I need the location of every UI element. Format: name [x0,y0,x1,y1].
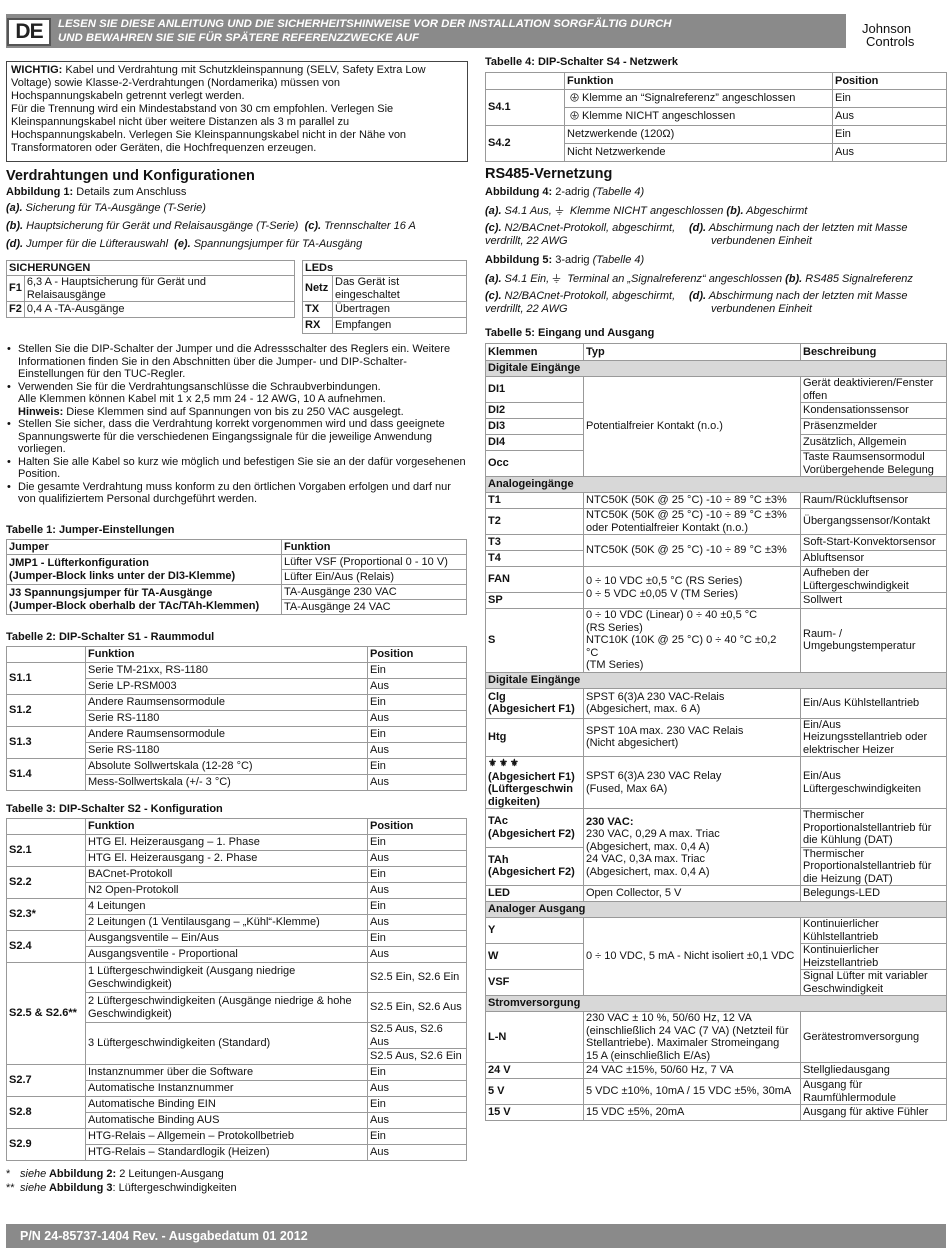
wiring-section: Verdrahtungen und Konfigurationen Abbildung 1: Details zum Anschluss (a). Sicherung für TA-Ausgänge (T-Serie) (b). Hauptsicherung für Gerät und Relaisausgänge (T-Serie) (c). Trennschalter 16 A (d). Jumper für die Lüfterauswahl (e). Spannungsjumper für TA-Ausgäng [6,167,468,253]
footnotes: * siehe Abbildung 2: 2 Leitungen-Ausgang ** siehe Abbildung 3: Lüftergeschwindigkeiten [6,1168,237,1194]
list-item: • Stellen Sie die DIP-Schalter der Jumper und die Adressschalter des Reglers ein. Weitere Informationen finden Sie in den Abschnitten über die Jumper- und DIP-Schalter-Einstellungen für den TUC-Regler. [6,343,468,381]
jumper-table: Jumper Funktion JMP1 - Lüfterkonfiguration (Jumper-Block links unter der DI3-Klemme) Lüfter VSF (Proportional 0 - 10 V) Lüfter Ein/Aus (Relais) J3 Spannungsjumper für TA-Ausgänge (Jumper-Block oberhalb der TAc/TAh-Klemmen) TA-Ausgänge 230 VAC TA-Ausgänge 24 VAC [6,539,467,615]
io-table: Klemmen Typ Beschreibung Digitale Eingänge DI1 Potentialfreier Kontakt (n.o.) Gerät deaktivieren/Fenster offen DI2 Kondensationssensor DI3 Präsenzmelder DI4 Zusätzlich, Allgemein Occ Taste Raumsensormodul Vorübergehende Belegung Analogeingänge T1 NTC50K (50K @ 25 °C) -10 ÷ 89 °C ±3% Raum/Rückluftsensor T2 NTC50K (50K @ 25 °C) -10 ÷ 89 °C ±3% oder Potentialfreier Kontakt (n.o.) Übergangssensor/Kontakt T3 NTC50K (50K @ 25 °C) -10 ÷ 89 °C ±3% Soft-Start-Konvektorsensor T4 Abluftsensor FAN 0 ÷ 10 VDC ±0,5 °C (RS Series) 0 ÷ 5 VDC ±0,05 V (TM Series) Aufheben der Lüftergeschwindigkeit SP Sollwert S 0 ÷ 10 VDC (Linear) 0 ÷ 40 ±0,5 °C (RS Series) NTC10K (10K @ 25 °C) 0 ÷ 40 °C ±0,2 °C (TM Series) Raum- / Umgebungstemperatur Digitale Eingänge Clg (Abgesichert F1) SPST 6(3)A 230 VAC-Relais (Abgesichert, max. 6 A) Ein/Aus Kühlstellantrieb Htg SPST 10A max. 230 VAC Relais (Nicht abgesichert) Ein/Aus Heizungsstellantrieb oder elektrischer Heizer ⚜⚜⚜ (Abgesichert F1) (Lüftergeschwin digkeiten) SPST 6(3)A 230 VAC Relay (Fused, Max 6A) Ein/Aus Lüftergeschwindigkeiten TAc (Abgesichert F2) 230 VAC: 230 VAC, 0,29 A max. Triac (Abgesichert, max. 0,4 A) 24 VAC, 0,3A max. Triac (Abgesichert, max. 0,4 A) Thermischer Proportionalstellantrieb für die Kühlung (DAT) TAh (Abgesichert F2) Thermischer Proportionalstellantrieb für die Heizung (DAT) LED Open Collector, 5 V Belegungs-LED Analoger Ausgang Y 0 ÷ 10 VDC, 5 mA - Nicht isoliert ±0,1 VDC Kontinuierlicher Kühlstellantrieb W Kontinuierlicher Heizstellantrieb VSF Signal Lüfter mit variabler Geschwindigkeit Stromversorgung L-N 230 VAC ± 10 %, 50/60 Hz, 12 VA (einschließlich 24 VAC (7 VA) (Netzteil für Stellantriebe). Maximaler Stromeingang 15 A (einschließlich E/As) Gerätestromversorgung 24 V 24 VAC ±15%, 50/60 Hz, 7 VA Stellgliedausgang 5 V 5 VDC ±10%, 10mA / 15 VDC ±5%, 30mA Ausgang für Raumfühlermodule 15 V 15 VDC ±5%, 20mA Ausgang für aktive Fühler [485,343,947,1121]
footer-part-number: P/N 24-85737-1404 Rev. - Ausgabedatum 01 2012 [6,1224,946,1248]
list-item: • Stellen Sie sicher, dass die Verdrahtung korrekt vorgenommen wird und dass geeignete Spannungswerte für die verschiedenen Eingangssignale für die jeweilige Anwendung vorliegen. [6,418,468,456]
list-item: • Halten Sie alle Kabel so kurz wie möglich und befestigen Sie sie an der dafür vorgesehenen Position. [6,456,468,481]
header-instructions: LESEN SIE DIESE ANLEITUNG UND DIE SICHERHEITSHINWEISE VOR DER INSTALLATION SORGFÄLTIG DURCH UND BEWAHREN SIE SIE FÜR SPÄTERE REFERENZZWECKE AUF [58,18,672,44]
table4-title: Tabelle 4: DIP-Schalter S4 - Netzwerk [485,56,678,68]
fan-speed-icon: ⚜⚜⚜ [488,758,521,769]
table3-title: Tabelle 3: DIP-Schalter S2 - Konfiguration [6,803,223,815]
warning-box: WICHTIG: Kabel und Verdrahtung mit Schutzkleinspannung (SELV, Safety Extra Low Voltage) sowie Klasse-2-Verdrahtungen (Nordamerika) müssen von Hochspannungskabeln getrennt verlegt werden. Für die Trennung wird ein Mindestabstand von 30 cm empfohlen. Verlegen Sie Kleinspannungskabel nicht über weitere Distanzen als 3 m parallel zu Hochspannungskabeln. Verlegen Sie Kleinspannungskabel nicht in der Nähe von Transformatoren oder Geräten, die Hochfrequenzen erzeugen. [6,61,468,162]
list-item: • Die gesamte Verdrahtung muss konform zu den örtlichen Vorgaben erfolgen und darf nur von qualifiziertem Personal durchgeführt werden. [6,481,468,506]
table2-title: Tabelle 2: DIP-Schalter S1 - Raummodul [6,631,215,643]
fuses-table: SICHERUNGEN F1 6,3 A - Hauptsicherung für Gerät und Relaisausgänge F2 0,4 A -TA-Ausgänge [6,260,295,318]
s1-table: Funktion Position S1.1 Serie TM-21xx, RS-1180 Ein Serie LP-RSM003 Aus S1.2 Andere Raumsensormodule Ein Serie RS-1180 Aus S1.3 Andere Raumsensormodule Ein Serie RS-1180 Aus S1.4 Absolute Sollwertskala (12-28 °C) Ein Mess-Sollwertskala (+/- 3 °C) Aus [6,646,467,791]
ground-icon [554,206,565,215]
s2-table: Funktion Position S2.1 HTG El. Heizerausgang – 1. Phase Ein HTG El. Heizerausgang - 2. Phase Aus S2.2 BACnet-Protokoll Ein N2 Open-Protokoll Aus S2.3* 4 Leitungen Ein 2 Leitungen (1 Ventilausgang – „Kühl“-Klemme) Aus S2.4 Ausgangsventile – Ein/Aus Ein Ausgangsventile - Proportional Aus S2.5 & S2.6** 1 Lüftergeschwindigkeit (Ausgang niedrige Geschwindigkeit) S2.5 Ein, S2.6 Ein 2 Lüftergeschwindigkeiten (Ausgänge niedrige & hohe Geschwindigkeit) S2.5 Ein, S2.6 Aus 3 Lüftergeschwindigkeiten (Standard) S2.5 Aus, S2.6 Aus S2.5 Aus, S2.6 Ein S2.7 Instanznummer über die Software Ein Automatische Instanznummer Aus S2.8 Automatische Binding EIN Ein Automatische Binding AUS Aus S2.9 HTG-Relais – Allgemein – Protokollbetrieb Ein HTG-Relais – Standardlogik (Heizen) Aus [6,818,467,1161]
ground-icon [551,274,562,283]
table1-title: Tabelle 1: Jumper-Einstellungen [6,524,175,536]
rs485-section: RS485-Vernetzung Abbildung 4: 2-adrig (Tabelle 4) (a). S4.1 Aus, Klemme NICHT angeschlossen (b). Abgeschirmt (c). N2/BACnet-Protokoll, abgeschirmt, verdrillt, 22 AWG (d). Abschirmung nach der letzten mit Masse verbundenen Einheit Abbildung 5: 3-adrig (Tabelle 4) (a). S4.1 Ein, Terminal an „Signalreferenz“ angeschlossen (b). RS485 Signalreferenz (c). N2/BACnet-Protokoll, abgeschirmt, verdrillt, 22 AWG (d). Abschirmung nach der letzten mit Masse verbundenen Einheit [485,166,913,315]
ground-icon [569,111,580,120]
ground-icon [569,93,580,102]
section-title: Verdrahtungen und Konfigurationen [6,168,255,184]
table5-title: Tabelle 5: Eingang und Ausgang [485,327,655,339]
leds-table: LEDs Netz Das Gerät ist eingeschaltet TX Übertragen RX Empfangen [302,260,467,334]
s4-table: Funktion Position S4.1 Klemme an “Signalreferenz” angeschlossen Ein Klemme NICHT angeschlossen Aus S4.2 Netzwerkende (120Ω) Ein Nicht Netzwerkende Aus [485,72,947,162]
instructions-list [6,343,468,506]
language-badge: DE [7,18,51,46]
company-logo: Johnson Controls [862,21,915,49]
list-item: • Verwenden Sie für die Verdrahtungsanschlüsse die Schraubverbindungen. Alle Klemmen können Kabel mit 1 x 2,5 mm 24 - 12 AWG, 10 A aufnehmen. Hinweis: Diese Klemmen sind auf Spannungen von bis zu 250 VAC ausgelegt. [6,381,468,419]
